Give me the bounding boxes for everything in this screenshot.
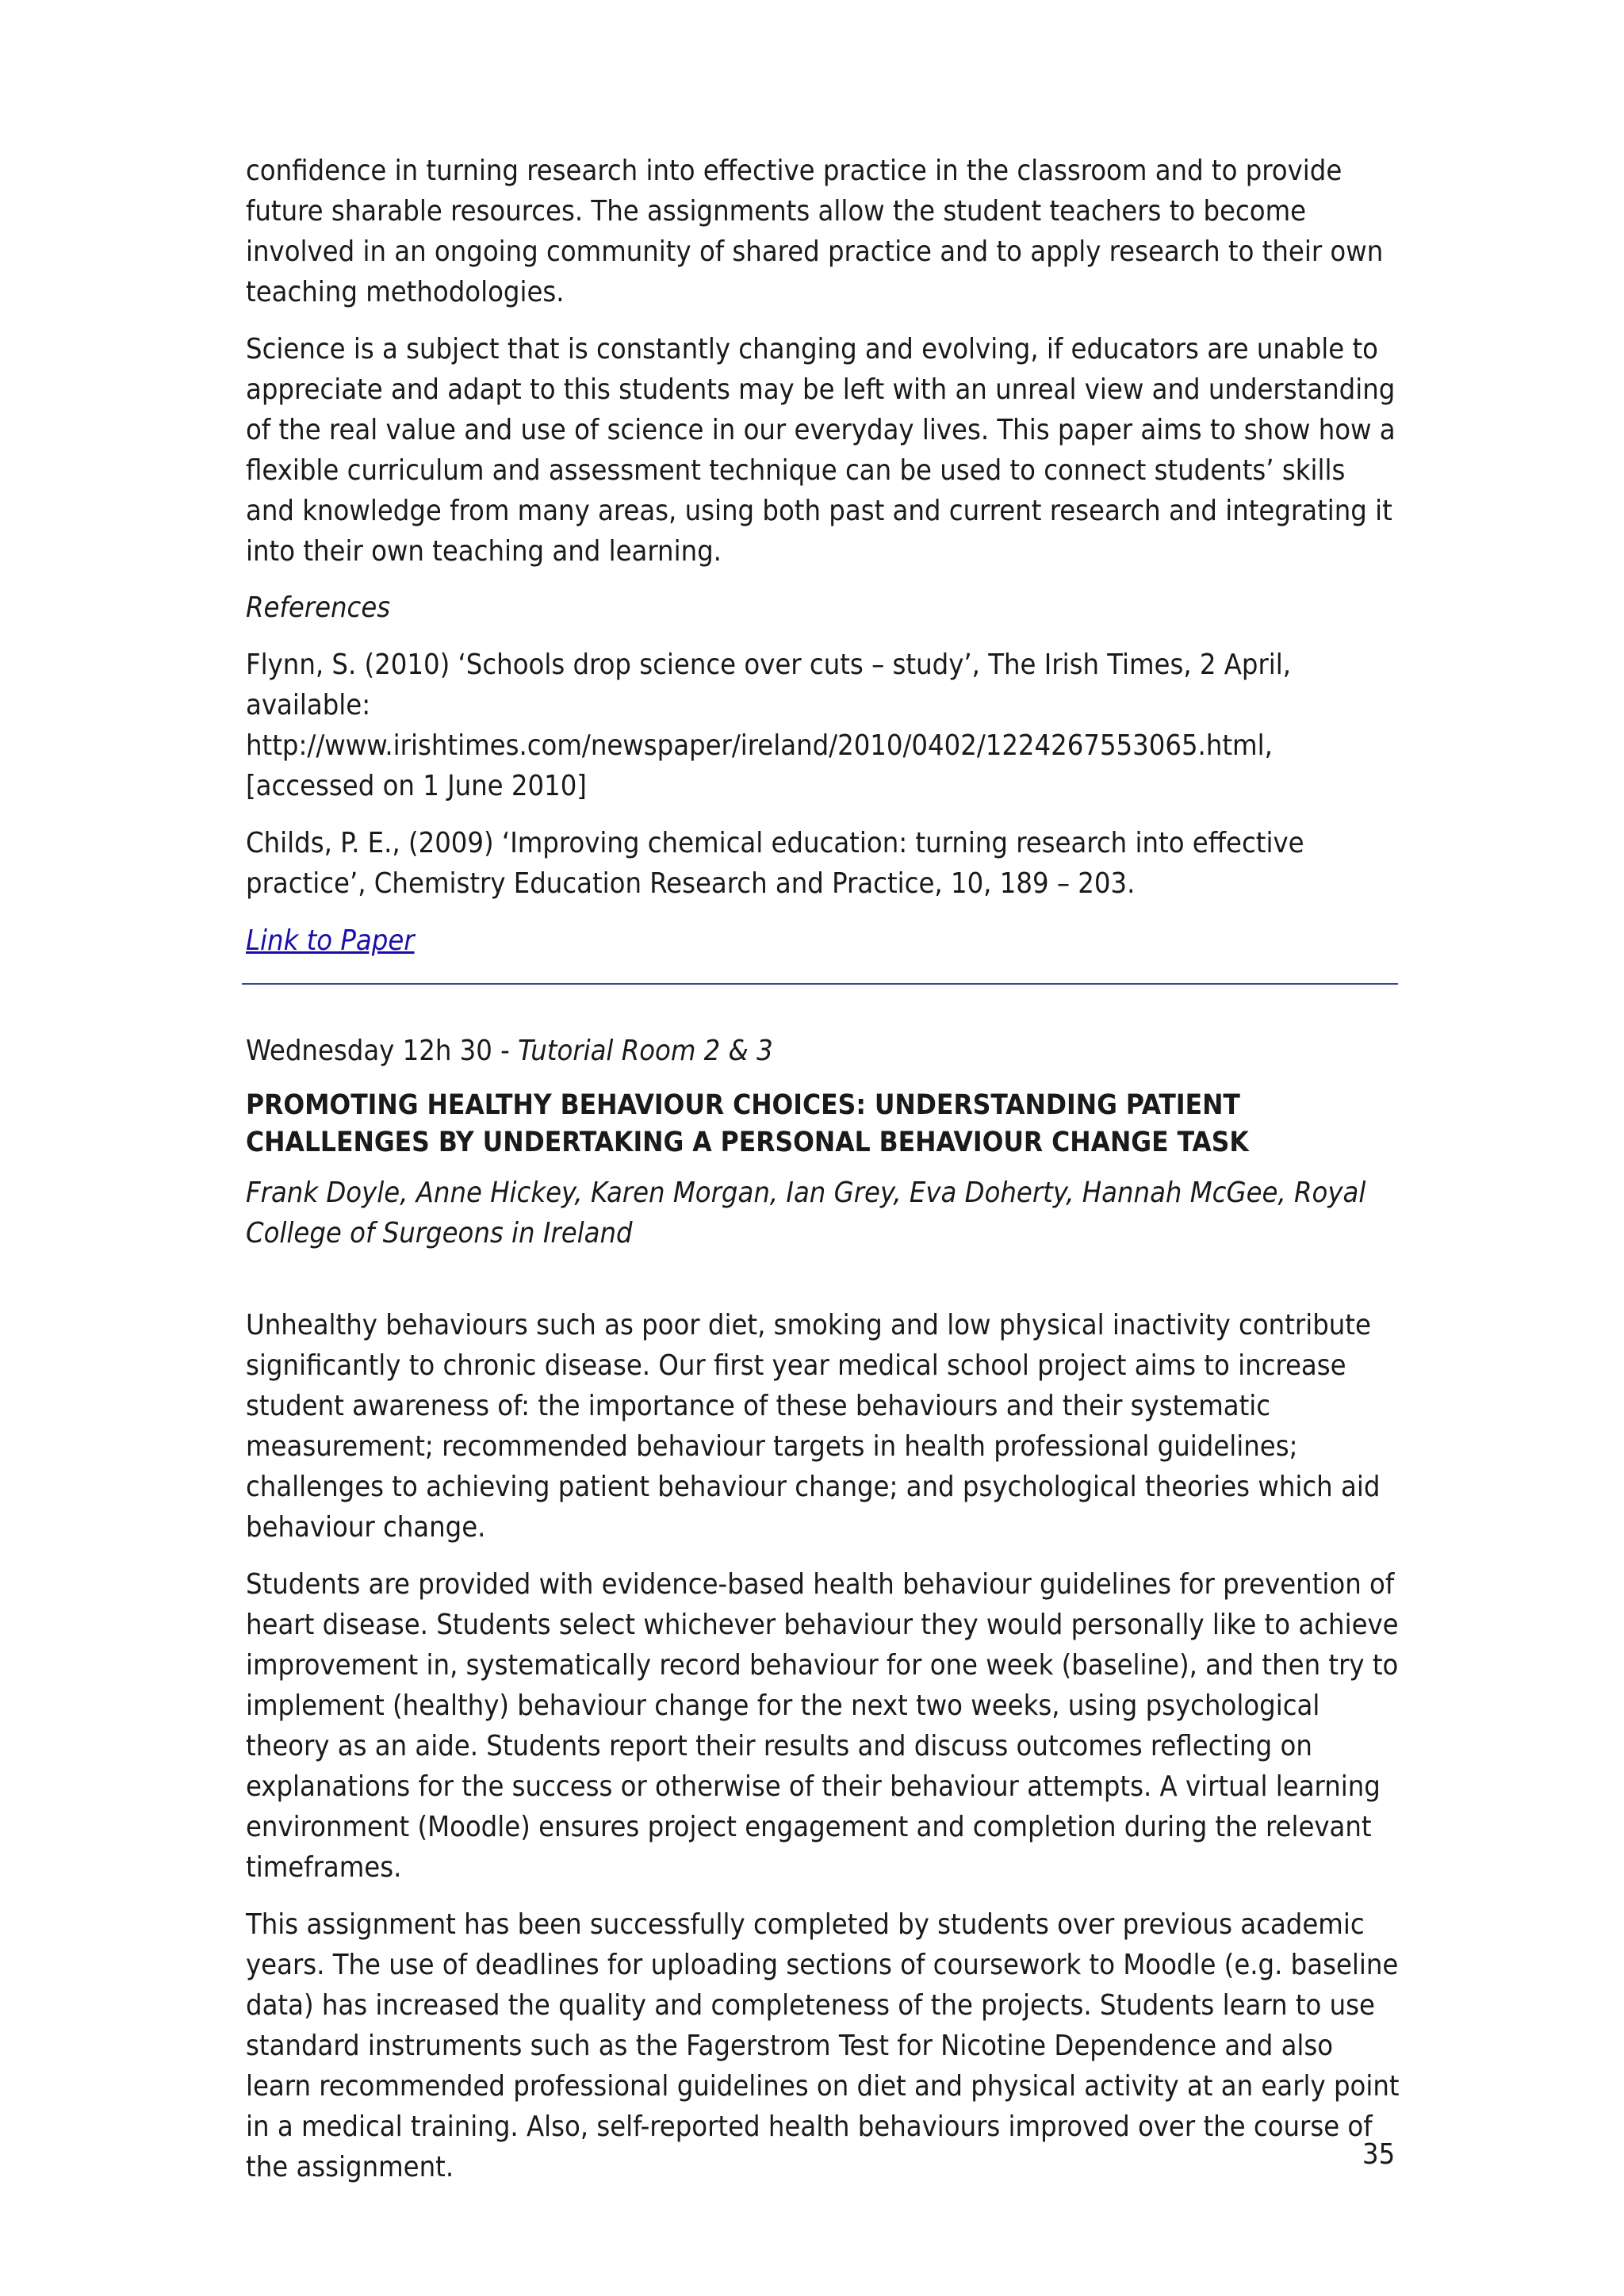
references-heading: References bbox=[246, 591, 391, 624]
session-time: Wednesday 12h 30 - bbox=[246, 1035, 519, 1067]
previous-paper-section bbox=[246, 151, 1400, 961]
reference-item-1: Flynn, S. (2010) ‘Schools drop science over cuts – study’, The Irish Times, 2 April, available: http://www.irishtimes.com/newspaper/ireland/2010/0402/1224267553065.html, [accessed on 1 June 2010] bbox=[246, 649, 1292, 802]
intro-paragraph-1: confidence in turning research into effective practice in the classroom and to provide future sharable resources. The assignments allow the student teachers to become involved in an ongoing community of shared practice and to apply research to their own teaching methodologies. bbox=[246, 155, 1384, 308]
intro-paragraph-2: Science is a subject that is constantly changing and evolving, if educators are unable to appreciate and adapt to this students may be left with an unreal view and understanding of the real value and use of science in our everyday lives. This paper aims to show how a flexible curriculum and assessment technique can be used to connect students’ skills and knowledge from many areas, using both past and current research and integrating it into their own teaching and learning. bbox=[246, 333, 1396, 568]
session-info bbox=[246, 1031, 1400, 1071]
paper-title: PROMOTING HEALTHY BEHAVIOUR CHOICES: UNDERSTANDING PATIENT CHALLENGES BY UNDERTAKING A PERSONAL BEHAVIOUR CHANGE TASK bbox=[246, 1089, 1249, 1158]
paper-authors: Frank Doyle, Anne Hickey, Karen Morgan, Ian Grey, Eva Doherty, Hannah McGee, Royal College of Surgeons in Ireland bbox=[246, 1177, 1366, 1249]
abstract-paragraph-1: Unhealthy behaviours such as poor diet, smoking and low physical inactivity contribute significantly to chronic disease. Our first year medical school project aims to increase student awareness of: the importance of these behaviours and their systematic measurement; recommended behaviour targets in health professional guidelines; challenges to achieving patient behaviour change; and psychological theories which aid behaviour change. bbox=[246, 1309, 1381, 1544]
page-number: 35 bbox=[1362, 2138, 1396, 2171]
abstract-paragraph-3: This assignment has been successfully completed by students over previous academic years. The use of deadlines for uploading sections of coursework to Moodle (e.g. baseline data) has increased the quality and completeness of the projects. Students learn to use standard instruments such as the Fagerstrom Test for Nicotine Dependence and also learn recommended professional guidelines on diet and physical activity at an early point in a medical training. Also, self-reported health behaviours improved over the course of the assignment. bbox=[246, 1908, 1400, 2183]
abstract-paragraph-2: Students are provided with evidence-based health behaviour guidelines for prevention of heart disease. Students select whichever behaviour they would personally like to achieve improvement in, systematically record behaviour for one week (baseline), and then try to implement (healthy) behaviour change for the next two weeks, using psychological theory as an aide. Students report their results and discuss outcomes reflecting on explanations for the success or otherwise of their behaviour attempts. A virtual learning environment (Moodle) ensures project engagement and completion during the relevant timeframes. bbox=[246, 1568, 1399, 1884]
session-room: Tutorial Room 2 & 3 bbox=[518, 1035, 773, 1067]
reference-item-2: Childs, P. E., (2009) ‘Improving chemical education: turning research into effective practice’, Chemistry Education Research and Practice, 10, 189 – 203. bbox=[246, 827, 1304, 900]
section-divider bbox=[242, 983, 1398, 985]
link-to-paper[interactable]: Link to Paper bbox=[246, 924, 415, 957]
paper-section bbox=[246, 1031, 1400, 2187]
